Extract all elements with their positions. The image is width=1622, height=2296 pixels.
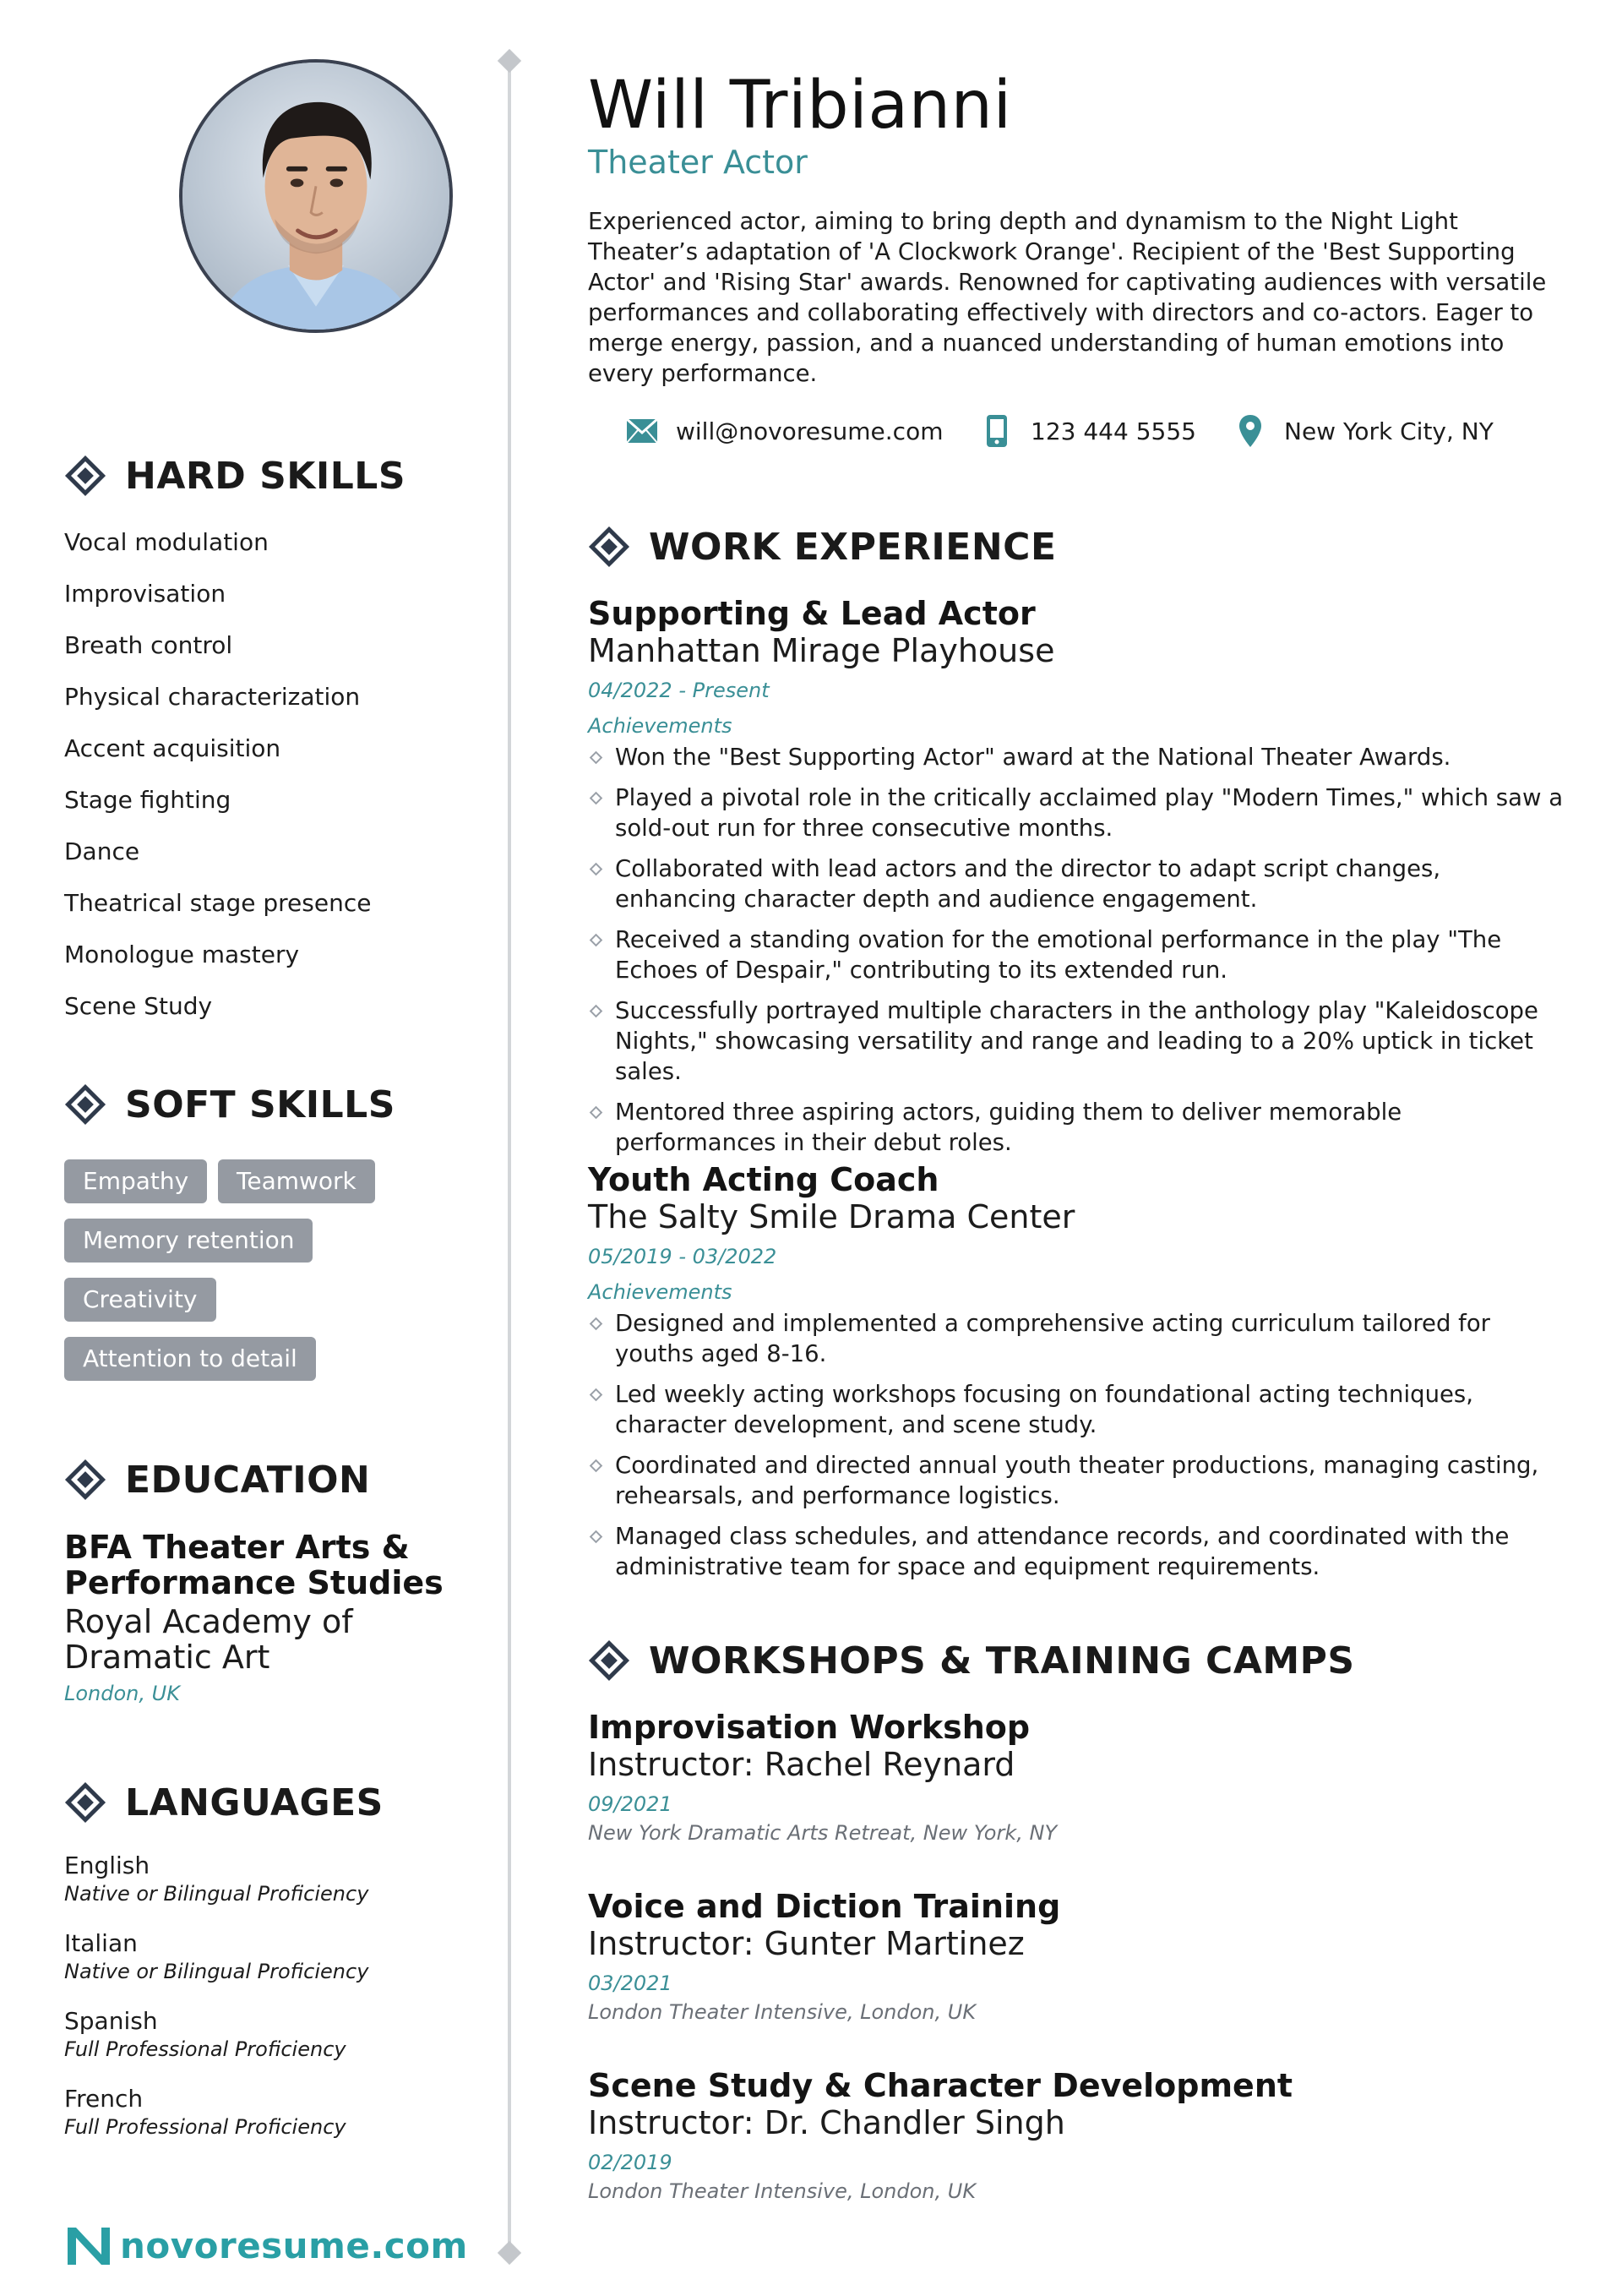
- hard-skills-heading: [64, 455, 406, 499]
- language-level: Native or Bilingual Proficiency: [64, 1882, 369, 1906]
- list-item: Scene Study: [64, 992, 213, 1020]
- workshops-title: WORKSHOPS & TRAINING CAMPS: [649, 1639, 1355, 1682]
- work-experience-title: WORK EXPERIENCE: [649, 526, 1057, 569]
- job-entry: [588, 1161, 1568, 1592]
- contact-bar: [625, 414, 1554, 451]
- achievements-label: Achievements: [588, 714, 732, 738]
- list-item: Improvisation: [64, 580, 226, 608]
- envelope-icon: [625, 414, 659, 448]
- skill-tag: Teamwork: [218, 1159, 375, 1203]
- workshop-title: Voice and Diction Training: [588, 1888, 1061, 1925]
- language-level: Full Professional Proficiency: [64, 2037, 346, 2061]
- list-item: Vocal modulation: [64, 528, 269, 556]
- list-item: Collaborated with lead actors and the director to adapt script changes, enhancing character depth and audience engagement.: [588, 854, 1568, 914]
- list-item: Successfully portrayed multiple characters in the anthology play "Kaleidoscope Nights," showcasing versatility and range and leading to a 20% uptick in ticket sales.: [588, 995, 1568, 1087]
- contact-phone[interactable]: [980, 414, 1196, 448]
- list-item: Played a pivotal role in the critically acclaimed play "Modern Times," which saw a sold-out run for three consecutive months.: [588, 783, 1568, 843]
- diamond-icon: [64, 455, 108, 499]
- email-text: will@novoresume.com: [676, 417, 944, 445]
- timeline-divider: [508, 61, 511, 2250]
- hard-skills-title: HARD SKILLS: [125, 455, 406, 498]
- novoresume-logo-icon: [64, 2222, 113, 2268]
- workshop-date: 09/2021: [588, 1792, 672, 1816]
- language-item: [64, 2006, 487, 2062]
- job-dates: 05/2019 - 03/2022: [588, 1245, 777, 1268]
- job-company: The Salty Smile Drama Center: [588, 1198, 1075, 1235]
- workshop-entry: [588, 2067, 1568, 2204]
- list-item: Physical characterization: [64, 683, 361, 711]
- diamond-icon: [64, 1781, 108, 1825]
- diamond-icon: [64, 1083, 108, 1127]
- language-item: [64, 2084, 487, 2140]
- workshops-heading: [588, 1639, 1355, 1683]
- job-entry: [588, 595, 1568, 1168]
- novoresume-logo[interactable]: [64, 2222, 468, 2268]
- divider-bottom-marker: [498, 2241, 521, 2265]
- education-school: Royal Academy of Dramatic Art: [64, 1603, 353, 1676]
- contact-email[interactable]: [625, 414, 943, 448]
- phone-icon: [980, 414, 1014, 448]
- languages-title: LANGUAGES: [125, 1781, 384, 1824]
- avatar: [179, 59, 453, 333]
- skill-tag: Empathy: [64, 1159, 207, 1203]
- job-title: Youth Acting Coach: [588, 1161, 939, 1198]
- diamond-icon: [64, 1459, 108, 1502]
- workshop-location: London Theater Intensive, London, UK: [588, 2179, 977, 2203]
- list-item: Dance: [64, 837, 140, 865]
- candidate-role: Theater Actor: [588, 144, 808, 181]
- skill-tag: Attention to detail: [64, 1337, 316, 1381]
- contact-location[interactable]: [1233, 414, 1494, 448]
- list-item: Designed and implemented a comprehensive acting curriculum tailored for youths aged 8-16.: [588, 1308, 1568, 1369]
- soft-skills-title: SOFT SKILLS: [125, 1083, 395, 1126]
- language-name: Spanish: [64, 2007, 158, 2035]
- list-item: Theatrical stage presence: [64, 889, 372, 917]
- job-dates: 04/2022 - Present: [588, 679, 770, 702]
- summary-text: Experienced actor, aiming to bring depth and dynamism to the Night Light Theater’s adaptation of 'A Clockwork Orange'. Recipient of the 'Best Supporting Actor' and 'Rising Star' awards. Renowned for captivating audiences with versatile performances and collaborating effectively with directors and co-actors. Eager to merge energy, passion, and a nuanced understanding of human emotions into every performance.: [588, 208, 1547, 387]
- workshop-date: 03/2021: [588, 1972, 672, 1995]
- education-degree: BFA Theater Arts & Performance Studies: [64, 1529, 444, 1601]
- logo-text: novoresume.com: [120, 2224, 468, 2266]
- list-item: Won the "Best Supporting Actor" award at the National Theater Awards.: [588, 742, 1568, 772]
- workshop-instructor: Instructor: Rachel Reynard: [588, 1746, 1015, 1783]
- list-item: Received a standing ovation for the emotional performance in the play "The Echoes of Despair," contributing to its extended run.: [588, 924, 1568, 985]
- workshop-title: Scene Study & Character Development: [588, 2067, 1293, 2104]
- avatar-portrait-image: [182, 63, 449, 330]
- list-item: Mentored three aspiring actors, guiding them to deliver memorable performances in their debut roles.: [588, 1097, 1568, 1158]
- education-heading: [64, 1459, 370, 1502]
- soft-skills-heading: [64, 1083, 395, 1127]
- list-item: Coordinated and directed annual youth theater productions, managing casting, rehearsals, and performance logistics.: [588, 1450, 1568, 1511]
- location-text: New York City, NY: [1284, 417, 1494, 445]
- language-item: [64, 1928, 487, 1984]
- list-item: Stage fighting: [64, 786, 231, 814]
- workshop-location: New York Dramatic Arts Retreat, New York, NY: [588, 1821, 1058, 1845]
- list-item: Monologue mastery: [64, 941, 300, 968]
- achievements-list: [588, 1308, 1568, 1582]
- language-level: Native or Bilingual Proficiency: [64, 1960, 369, 1983]
- work-experience-heading: [588, 526, 1057, 570]
- workshop-title: Improvisation Workshop: [588, 1709, 1031, 1746]
- job-title: Supporting & Lead Actor: [588, 595, 1036, 632]
- divider-top-marker: [498, 49, 521, 73]
- list-item: Accent acquisition: [64, 734, 281, 762]
- language-name: English: [64, 1852, 150, 1879]
- workshop-instructor: Instructor: Dr. Chandler Singh: [588, 2104, 1065, 2141]
- job-company: Manhattan Mirage Playhouse: [588, 632, 1055, 669]
- candidate-name: Will Tribianni: [588, 68, 1012, 144]
- phone-text: 123 444 5555: [1031, 417, 1196, 445]
- education-title: EDUCATION: [125, 1459, 371, 1502]
- workshop-location: London Theater Intensive, London, UK: [588, 2000, 977, 2024]
- skill-tag: Creativity: [64, 1278, 216, 1322]
- language-name: French: [64, 2085, 144, 2113]
- list-item: Breath control: [64, 631, 233, 659]
- workshop-date: 02/2019: [588, 2151, 672, 2174]
- language-level: Full Professional Proficiency: [64, 2115, 346, 2139]
- achievements-list: [588, 742, 1568, 1158]
- skill-tag: Memory retention: [64, 1219, 313, 1263]
- list-item: Managed class schedules, and attendance records, and coordinated with the administrative team for space and equipment requirements.: [588, 1521, 1568, 1582]
- list-item: Led weekly acting workshops focusing on foundational acting techniques, character development, and scene study.: [588, 1379, 1568, 1440]
- education-location: London, UK: [64, 1682, 180, 1705]
- map-pin-icon: [1233, 414, 1267, 448]
- workshop-entry: [588, 1709, 1568, 1846]
- workshop-entry: [588, 1888, 1568, 2025]
- languages-heading: [64, 1781, 384, 1825]
- language-name: Italian: [64, 1929, 138, 1957]
- achievements-label: Achievements: [588, 1280, 732, 1304]
- language-item: [64, 1851, 487, 1906]
- diamond-icon: [588, 526, 632, 570]
- workshop-instructor: Instructor: Gunter Martinez: [588, 1925, 1025, 1962]
- diamond-icon: [588, 1639, 632, 1683]
- hard-skills-list: [64, 527, 487, 1043]
